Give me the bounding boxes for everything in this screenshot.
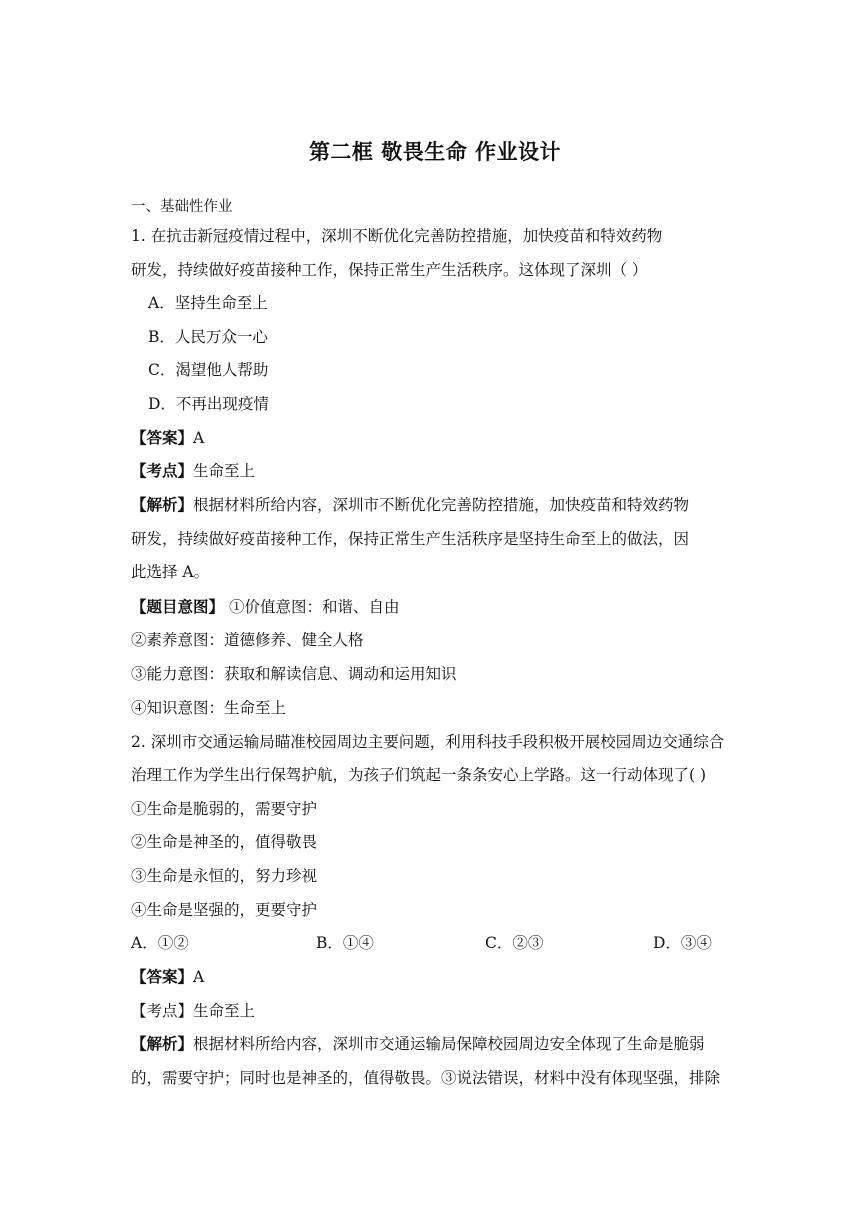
q1-option-c: C．渴望他人帮助 <box>148 361 269 379</box>
q2-statement-3: ③生命是永恒的，努力珍视 <box>131 867 318 885</box>
q1-analysis-line3: 此选择 A。 <box>131 563 210 581</box>
q2-analysis-text1: 根据材料所给内容，深圳市交通运输局保障校园周边安全体现了生命是脆弱 <box>193 1035 705 1053</box>
q2-statement-4: ④生命是坚强的，更要守护 <box>131 901 318 919</box>
q2-stem-line1: 2. 深圳市交通运输局瞄准校园周边主要问题，利用科技手段积极开展校园周边交通综合 <box>131 733 725 751</box>
q1-analysis-label: 【解析】 <box>131 495 194 514</box>
q1-stem-line1: 1. 在抗击新冠疫情过程中，深圳不断优化完善防控措施，加快疫苗和特效药物 <box>131 227 663 245</box>
q2-options-row <box>131 932 731 954</box>
q1-option-d: D．不再出现疫情 <box>148 395 269 413</box>
q1-intent-value-1: ①价值意图：和谐、自由 <box>224 598 400 616</box>
q1-option-a: A．坚持生命至上 <box>148 294 268 312</box>
q1-point-value: 生命至上 <box>193 462 256 480</box>
q1-stem-line2: 研发，持续做好疫苗接种工作，保持正常生产生活秩序。这体现了深圳（ ） <box>131 261 648 279</box>
q2-option-a: A．①② <box>131 934 189 952</box>
q1-answer-label: 【答案】 <box>131 428 194 447</box>
q2-option-b: B．①④ <box>316 934 374 952</box>
q1-answer-value: A <box>193 429 205 447</box>
q1-point <box>131 460 255 482</box>
q2-stem-line2: 治理工作为学生出行保驾护航，为孩子们筑起一条条安心上学路。这一行动体现了( ) <box>131 766 707 784</box>
q1-analysis-line1 <box>131 494 689 516</box>
q1-intent-label: 【题目意图】 <box>131 597 225 616</box>
q1-answer <box>131 427 204 449</box>
q2-answer-value: A <box>193 968 205 986</box>
q1-point-label: 【考点】 <box>131 461 194 480</box>
q2-point <box>131 1000 255 1022</box>
q2-point-value: 生命至上 <box>193 1002 256 1020</box>
q1-intent-line2: ②素养意图：道德修养、健全人格 <box>131 631 364 649</box>
q1-option-b: B．人民万众一心 <box>148 328 268 346</box>
q1-intent-line1 <box>131 596 399 618</box>
q1-analysis-text1: 根据材料所给内容，深圳市不断优化完善防控措施，加快疫苗和特效药物 <box>193 496 690 514</box>
q2-analysis-line2: 的，需要守护；同时也是神圣的，值得敬畏。③说法错误，材料中没有体现坚强，排除 <box>131 1069 721 1087</box>
q2-answer-label: 【答案】 <box>131 967 194 986</box>
q2-answer <box>131 966 204 988</box>
q2-analysis-line1 <box>131 1033 705 1055</box>
section-heading: 一、基础性作业 <box>131 199 233 215</box>
q2-point-label: 【考点】 <box>131 1002 194 1020</box>
q1-intent-line4: ④知识意图：生命至上 <box>131 699 287 717</box>
q2-option-c: C．②③ <box>485 934 544 952</box>
q2-analysis-label: 【解析】 <box>131 1034 194 1053</box>
q1-analysis-line2: 研发，持续做好疫苗接种工作，保持正常生产生活秩序是坚持生命至上的做法，因 <box>131 530 690 548</box>
q1-intent-line3: ③能力意图：获取和解读信息、调动和运用知识 <box>131 665 457 683</box>
q2-statement-2: ②生命是神圣的，值得敬畏 <box>131 833 318 851</box>
q2-statement-1: ①生命是脆弱的，需要守护 <box>131 800 318 818</box>
page-title: 第二框 敬畏生命 作业设计 <box>308 140 562 164</box>
q2-option-d: D．③④ <box>653 934 712 952</box>
